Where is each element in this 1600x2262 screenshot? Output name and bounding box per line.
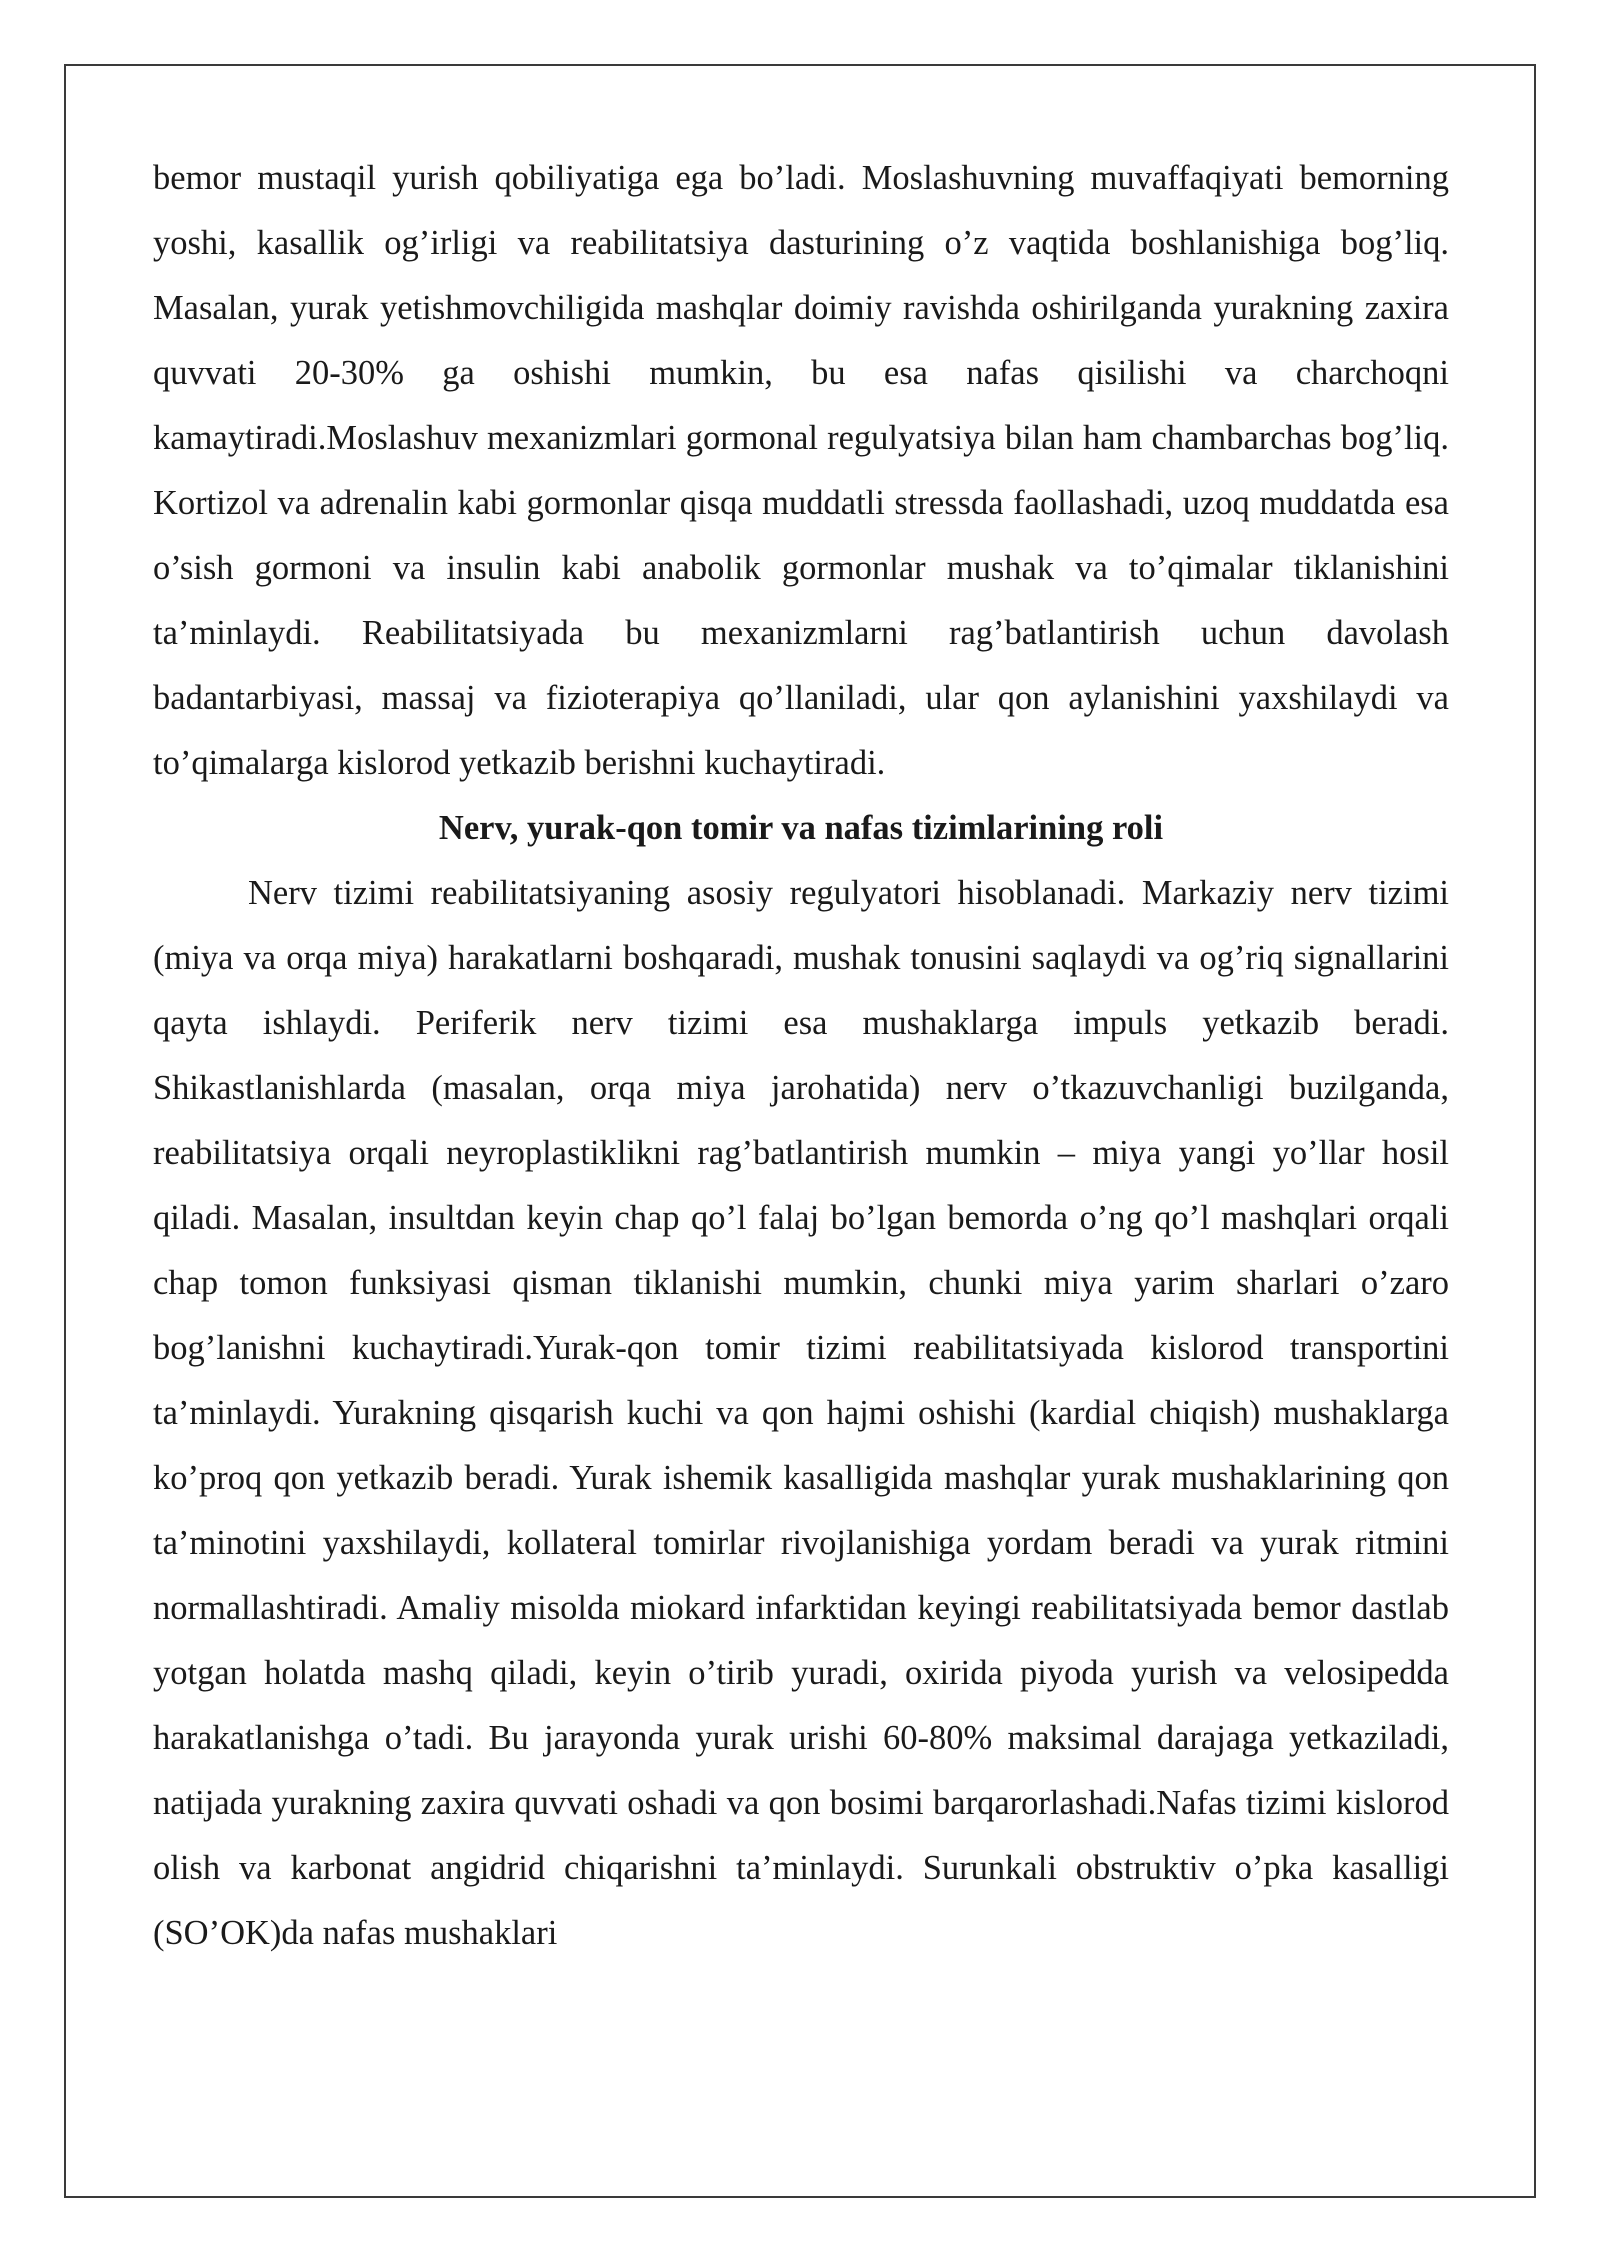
paragraph: Nerv tizimi reabilitatsiyaning asosiy regulyatori hisoblanadi. Markaziy nerv tizimi (miya va orqa miya) harakatlarni boshqaradi, mushak tonusini saqlaydi va og’riq signallarini qayta ishlaydi. Periferik nerv tizimi esa mushaklarga impuls yetkazib beradi. Shikastlanishlarda (masalan, orqa miya jarohatida) nerv o’tkazuvchanligi buzilganda, reabilitatsiya orqali neyroplastiklikni rag’batlantirish mumkin – miya yangi yo’llar hosil qiladi. Masalan, insultdan keyin chap qo’l falaj bo’lgan bemorda o’ng qo’l mashqlari orqali chap tomon funksiyasi qisman tiklanishi mumkin, chunki miya yarim sharlari o’zaro bog’lanishni kuchaytiradi.Yurak-qon tomir tizimi reabilitatsiyada kislorod transportini ta’minlaydi. Yurakning qisqarish kuchi va qon hajmi oshishi (kardial chiqish) mushaklarga ko’proq qon yetkazib beradi. Yurak ishemik kasalligida mashqlar yurak mushaklarining qon ta’minotini yaxshilaydi, kollateral tomirlar rivojlanishiga yordam beradi va yurak ritmini normallashtiradi. Amaliy misolda miokard infarktidan keyingi reabilitatsiyada bemor dastlab yotgan holatda mashq qiladi, keyin o’tirib yuradi, oxirida piyoda yurish va velosipedda harakatlanishga o’tadi. Bu jarayonda yurak urishi 60-80% maksimal darajaga yetkaziladi, natijada yurakning zaxira quvvati oshadi va qon bosimi barqarorlashadi.Nafas tizimi kislorod olish va karbonat angidrid chiqarishni ta’minlaydi. Surunkali obstruktiv o’pka kasalligi (SO’OK)da nafas mushaklari xyxy=(153,874,1449,1952)
section-heading: Nerv, yurak-qon tomir va nafas tizimlarining roli xyxy=(438,809,1164,847)
paragraph: bemor mustaqil yurish qobiliyatiga ega bo’ladi. Moslashuvning muvaffaqiyati bemorning yoshi, kasallik og’irligi va reabilitatsiya dasturining o’z vaqtida boshlanishiga bog’liq. Masalan, yurak yetishmovchiligida mashqlar doimiy ravishda oshirilganda yurakning zaxira quvvati 20-30% ga oshishi mumkin, bu esa nafas qisilishi va charchoqni kamaytiradi.Moslashuv mexanizmlari gormonal regulyatsiya bilan ham chambarchas bog’liq. Kortizol va adrenalin kabi gormonlar qisqa muddatli stressda faollashadi, uzoq muddatda esa o’sish gormoni va insulin kabi anabolik gormonlar mushak va to’qimalar tiklanishini ta’minlaydi. Reabilitatsiyada bu mexanizmlarni rag’batlantirish uchun davolash badantarbiyasi, massaj va fizioterapiya qo’llaniladi, ular qon aylanishini yaxshilaydi va to’qimalarga kislorod yetkazib berishni kuchaytiradi. xyxy=(153,159,1449,782)
document-body xyxy=(153,146,1449,1966)
